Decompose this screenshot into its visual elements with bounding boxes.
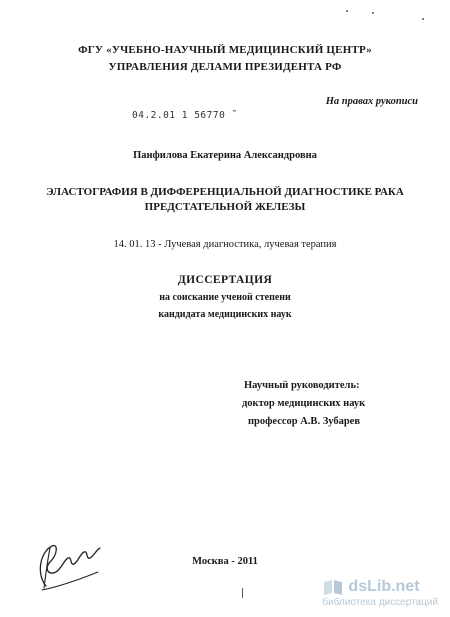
organization-line-1: ФГУ «УЧЕБНО-НАУЧНЫЙ МЕДИЦИНСКИЙ ЦЕНТР»	[78, 44, 372, 56]
author-name: Панфилова Екатерина Александровна	[133, 150, 317, 161]
specialty-code: 14. 01. 13 - Лучевая диагностика, лучевая терапия	[113, 239, 337, 250]
organization-line-2: УПРАВЛЕНИЯ ДЕЛАМИ ПРЕЗИДЕНТА РФ	[108, 61, 342, 73]
scan-speck	[372, 12, 374, 14]
registration-stamp: 04.2.01 1 56770 ˜	[132, 110, 238, 121]
supervisor-label: Научный руководитель:	[244, 380, 360, 391]
thesis-title-line-1: ЭЛАСТОГРАФИЯ В ДИФФЕРЕНЦИАЛЬНОЙ ДИАГНОСТИКЕ РАКА	[46, 186, 404, 198]
watermark-logo: dsLib.net	[348, 578, 420, 595]
book-icon	[322, 578, 344, 596]
scan-speck	[346, 10, 348, 12]
supervisor-degree: доктор медицинских наук	[242, 398, 366, 409]
watermark-tagline: библиотека диссертаций	[322, 597, 438, 608]
degree-line-1: на соискание ученой степени	[159, 292, 291, 303]
scan-speck	[242, 588, 243, 598]
scan-speck	[422, 18, 424, 20]
supervisor-name: профессор А.В. Зубарев	[248, 416, 361, 427]
watermark	[322, 578, 438, 608]
city-year: Москва - 2011	[192, 556, 258, 567]
thesis-title-line-2: ПРЕДСТАТЕЛЬНОЙ ЖЕЛЕЗЫ	[144, 201, 306, 213]
manuscript-rights-note: На правах рукописи	[325, 96, 418, 107]
degree-line-2: кандидата медицинских наук	[158, 309, 292, 320]
document-type: ДИССЕРТАЦИЯ	[177, 274, 273, 286]
